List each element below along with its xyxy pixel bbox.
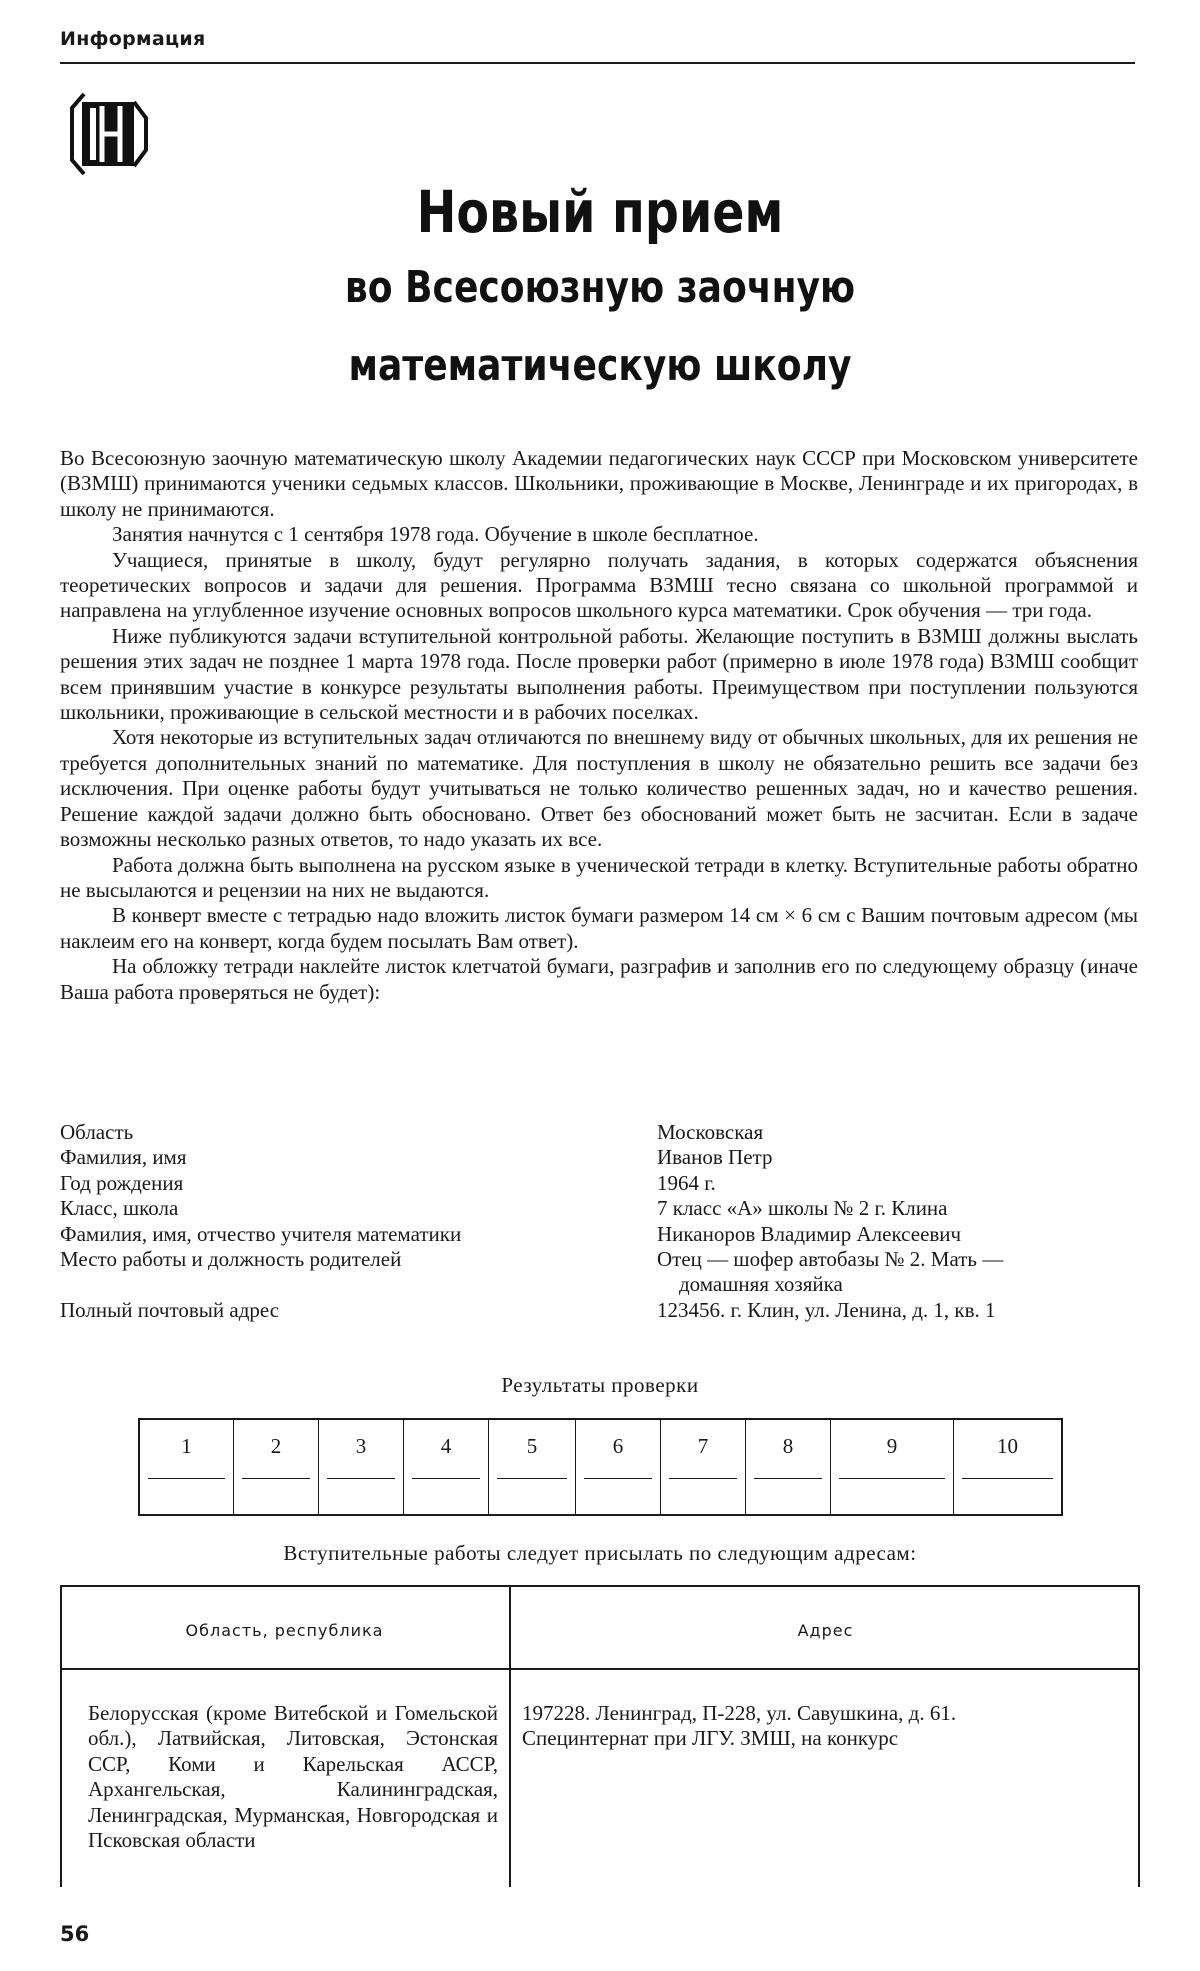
form-value: Никаноров Владимир Алексеевич — [657, 1221, 962, 1246]
form-label: Класс, школа — [60, 1196, 179, 1221]
results-number: 7 — [697, 1434, 709, 1458]
paragraph: Во Всесоюзную заочную математическую школу Академии педагогических наук СССР при Московском университете (ВЗМШ) принимаются ученики седьмых классов. Школьники, проживающие в Москве, Ленинграде и их пригородах, в школу не принимаются. — [60, 446, 1138, 521]
paragraph: В конверт вместе с тетрадью надо вложить листок бумаги размером 14 см × 6 см с Вашим почтовым адресом (мы наклеим его на конверт, когда будем посылать Вам ответ). — [60, 903, 1138, 953]
results-number: 10 — [997, 1434, 1018, 1458]
form-value: 123456. г. Клин, ул. Ленина, д. 1, кв. 1 — [657, 1297, 996, 1322]
form-value-line: Отец — шофер автобазы № 2. Мать — — [657, 1247, 1004, 1272]
results-cell — [404, 1420, 489, 1514]
results-number: 9 — [886, 1434, 898, 1458]
results-number: 3 — [355, 1434, 367, 1458]
form-label: Фамилия, имя — [60, 1145, 187, 1170]
paragraph: На обложку тетради наклейте листок клетчатой бумаги, разграфив и заполнив его по следующему образцу (иначе Ваша работа проверяться не будет): — [60, 954, 1138, 1004]
page-number: 56 — [60, 1922, 90, 1946]
results-number: 1 — [181, 1434, 192, 1458]
results-cell — [746, 1420, 831, 1514]
results-underline — [754, 1478, 822, 1479]
paragraph: Занятия начнутся с 1 сентября 1978 года. Обучение в школе бесплатное. — [112, 522, 759, 547]
results-number: 2 — [270, 1434, 282, 1458]
form-value: Иванов Петр — [657, 1145, 773, 1170]
column-header-address: Адрес — [797, 1621, 854, 1640]
form-value — [657, 1247, 1140, 1298]
results-underline — [497, 1478, 567, 1479]
results-cell — [831, 1420, 954, 1514]
form-row — [60, 1222, 1140, 1247]
title-line-1: Новый прием — [416, 178, 784, 246]
results-cell — [319, 1420, 404, 1514]
paragraph: Работа должна быть выполнена на русском языке в ученической тетради в клетку. Вступительные работы обратно не высылаются и рецензии на них не выдаются. — [60, 852, 1138, 902]
form-label: Полный почтовый адрес — [60, 1297, 280, 1322]
results-cell — [140, 1420, 234, 1514]
results-number: 4 — [440, 1434, 452, 1458]
results-number: 8 — [782, 1434, 794, 1458]
results-underline — [148, 1478, 225, 1479]
form-value: 7 класс «А» школы № 2 г. Клина — [657, 1196, 948, 1221]
results-underline — [584, 1478, 652, 1479]
results-table — [138, 1418, 1063, 1516]
form-row — [60, 1120, 1140, 1145]
addresses-table — [60, 1585, 1140, 1887]
title-line-2: во Всесоюзную заочную — [344, 262, 856, 313]
paragraph: Учащиеся, принятые в школу, будут регулярно получать задания, в которых содержатся объяснения теоретических вопросов и задачи для решения. Программа ВЗМШ тесно связана со школьной программой и направлена на углубленное изучение основных вопросов школьного курса математики. Срок обучения — три года. — [60, 547, 1138, 623]
results-title: Результаты проверки — [501, 1373, 699, 1397]
magazine-logo-icon — [58, 88, 150, 180]
results-underline — [242, 1478, 310, 1479]
form-label: Фамилия, имя, отчество учителя математики — [60, 1221, 462, 1246]
form-row — [60, 1171, 1140, 1196]
section-label: Информация — [60, 28, 206, 50]
paragraph: Ниже публикуются задачи вступительной контрольной работы. Желающие поступить в ВЗМШ должны выслать решения этих задач не позднее 1 марта 1978 года. После проверки работ (примерно в июле 1978 года) ВЗМШ сообщит всем принявшим участие в конкурсе результаты выполнения работы. Преимуществом при поступлении пользуются школьники, проживающие в сельской местности и в рабочих поселках. — [60, 623, 1138, 725]
header-rule — [60, 62, 1135, 64]
results-cell — [234, 1420, 319, 1514]
results-underline — [412, 1478, 480, 1479]
results-cell — [489, 1420, 576, 1514]
form-row — [60, 1247, 1140, 1298]
paragraph: Хотя некоторые из вступительных задач отличаются по внешнему виду от обычных школьных, для их решения не требуется дополнительных знаний по математике. Для поступления в школу не обязательно решить все задачи без исключения. При оценке работы будут учитываться не только количество решенных задач, но и качество решения. Решение каждой задачи должно быть обосновано. Ответ без обоснований может быть не засчитан. Если в задаче возможны несколько разных ответов, то надо указать их все. — [60, 725, 1138, 852]
results-underline — [327, 1478, 395, 1479]
title-line-3: математическую школу — [348, 340, 852, 391]
address-line: 197228. Ленинград, П-228, ул. Савушкина, д. 61. — [522, 1701, 957, 1725]
results-underline — [962, 1478, 1053, 1479]
form-row — [60, 1298, 1140, 1323]
results-cell — [661, 1420, 746, 1514]
table-header-rule — [60, 1668, 1140, 1670]
results-underline — [839, 1478, 945, 1479]
results-cell — [576, 1420, 661, 1514]
form-value-line: домашняя хозяйка — [679, 1272, 843, 1297]
results-underline — [669, 1478, 737, 1479]
form-label: Год рождения — [60, 1170, 184, 1195]
form-value: 1964 г. — [657, 1170, 716, 1195]
form-label: Место работы и должность родителей — [60, 1247, 402, 1272]
address-cell — [522, 1701, 1140, 1752]
region-cell: Белорусская (кроме Витебской и Гомельской обл.), Латвийская, Литовская, Эстонская ССР, Коми и Карельская АССР, Архангельская, Калининградская, Ленинградская, Мурманская, Новгородская и Псковская области — [88, 1701, 498, 1853]
results-number: 5 — [526, 1434, 538, 1458]
form-row — [60, 1196, 1140, 1221]
results-cell — [954, 1420, 1061, 1514]
results-number: 6 — [612, 1434, 624, 1458]
form-row — [60, 1145, 1140, 1170]
address-line: Специнтернат при ЛГУ. ЗМШ, на конкурс — [522, 1726, 899, 1751]
column-header-region: Область, республика — [185, 1621, 384, 1640]
sample-form — [60, 1120, 1140, 1323]
article-body — [60, 446, 1138, 1005]
addresses-title: Вступительные работы следует присылать по следующим адресам: — [283, 1541, 917, 1565]
form-value: Московская — [657, 1120, 764, 1144]
form-label: Область — [60, 1120, 134, 1144]
